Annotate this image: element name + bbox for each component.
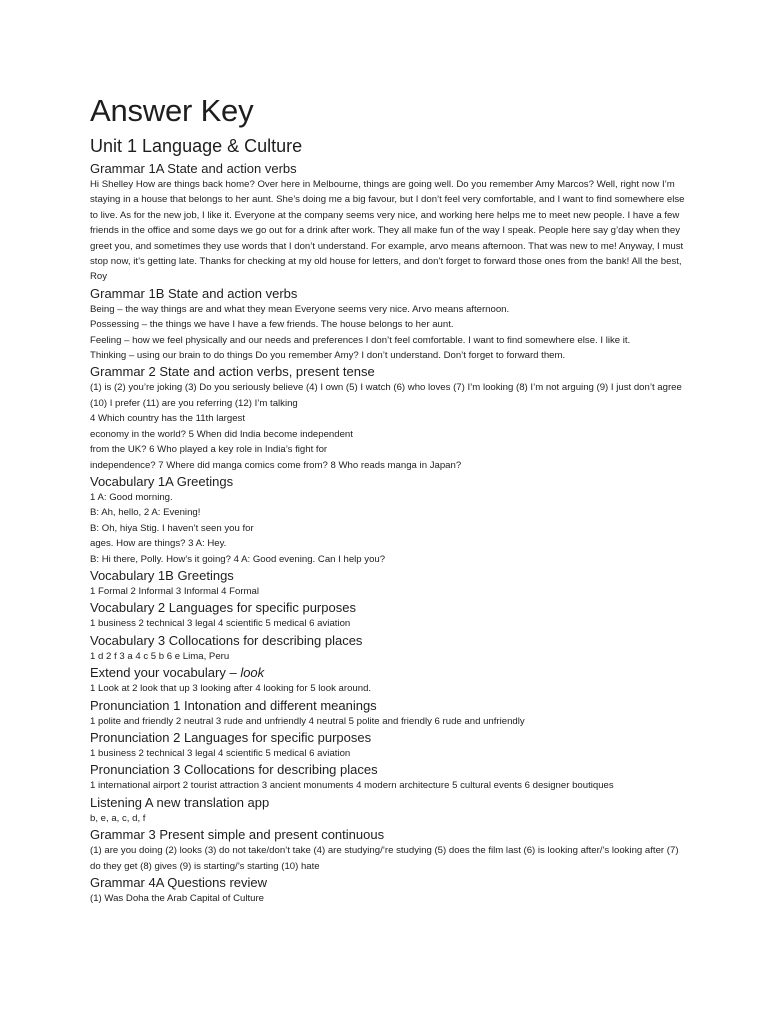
section-text: Possessing – the things we have I have a few friends. The house belongs to her aunt. [90,319,454,331]
section-heading: Pronunciation 3 Collocations for describing places [90,762,378,778]
section-heading: Grammar 2 State and action verbs, present tense [90,364,375,380]
section-text: Hi Shelley How are things back home? Over here in Melbourne, things are going well. Do you remember Amy Marcos? Well, right now I’m staying in a house that belongs to her aunt. She’s doing me a big favour, but I don’t feel very comfortable, and I want to find somewhere else to live. As for the new job, I like it. Everyone at the company seems very nice, and working here helps me to meet new people. I have a few friends in the office and some days we go out for a drink after work. They all make fun of the way I speak. People here say g’day when they greet you, and sometimes they use words that I don’t understand. For example, arvo means afternoon. That was new to me! Anyway, I must stop now, it’s getting late. Thanks for checking at my old house for letters, and don’t forget to forward those ones from the bank! All the best, Roy [90,179,685,283]
section-heading: Grammar 3 Present simple and present continuous [90,827,385,843]
section [90,664,688,696]
section [90,794,688,826]
section [90,826,688,874]
section-text: Being – the way things are and what they mean Everyone seems very nice. Arvo means afternoon. [90,303,510,315]
section-text: Feeling – how we feel physically and our needs and preferences I don’t feel comfortable. I want to find somewhere else. I like it. [90,334,631,346]
section-text: 1 Look at 2 look that up 3 looking after 4 looking for 5 look around. [90,683,372,695]
section [90,874,688,906]
section-text: 1 international airport 2 tourist attraction 3 ancient monuments 4 modern architecture 5 cultural events 6 designer boutiques [90,780,614,792]
section-heading: Grammar 1A State and action verbs [90,161,297,176]
section-text: B: Ah, hello, 2 A: Evening! [90,507,201,519]
section-text: b, e, a, c, d, f [90,812,146,824]
section [90,729,688,761]
section-text: economy in the world? 5 When did India become independent [90,428,353,440]
section-text: B: Hi there, Polly. How’s it going? 4 A: Good evening. Can I help you? [90,553,386,565]
section-text: from the UK? 6 Who played a key role in India’s fight for [90,444,328,456]
section-heading: Vocabulary 1A Greetings [90,473,234,489]
section-text: (1) is (2) you’re joking (3) Do you seriously believe (4) I own (5) I watch (6) who loves (7) I’m looking (8) I’m not arguing (9) I just don’t agree (10) I prefer (11) are you referring (12) I’m talking [90,382,682,409]
section-text: Thinking – using our brain to do things Do you remember Amy? I don’t understand. Don’t forget to forward them. [90,350,566,362]
section-text: ages. How are things? 3 A: Hey. [90,538,227,550]
section-heading: Listening A new translation app [90,794,270,810]
section [90,567,688,599]
section-heading [90,664,688,681]
section-text: 4 Which country has the 11th largest [90,413,246,425]
section-text: 1 business 2 technical 3 legal 4 scientific 5 medical 6 aviation [90,618,351,630]
section-text: independence? 7 Where did manga comics come from? 8 Who reads manga in Japan? [90,459,462,471]
section [90,599,688,631]
section-text: 1 Formal 2 Informal 3 Informal 4 Formal [90,585,260,597]
section [90,285,688,364]
section [90,632,688,664]
section-heading-emphasis: look [240,665,265,681]
section [90,473,688,567]
section [90,761,688,793]
section-heading: Pronunciation 1 Intonation and different meanings [90,697,377,713]
section [90,160,688,285]
page-title: Answer Key [90,93,254,128]
section-text: 1 business 2 technical 3 legal 4 scientific 5 medical 6 aviation [90,747,351,759]
section [90,363,688,472]
unit-title: Unit 1 Language & Culture [90,136,303,156]
section-text: 1 polite and friendly 2 neutral 3 rude and unfriendly 4 neutral 5 polite and friendly 6 rude and unfriendly [90,715,525,727]
section-heading: Vocabulary 2 Languages for specific purposes [90,600,356,616]
section-heading: Pronunciation 2 Languages for specific purposes [90,729,372,745]
section [90,697,688,729]
section-heading: Vocabulary 3 Collocations for describing places [90,632,363,648]
section-heading: Grammar 1B State and action verbs [90,285,298,301]
section-text: 1 A: Good morning. [90,491,173,503]
section-heading-text: Extend your vocabulary – [90,665,241,681]
section-text: (1) Was Doha the Arab Capital of Culture [90,893,265,904]
section-heading: Grammar 4A Questions review [90,875,268,890]
section-text: 1 d 2 f 3 a 4 c 5 b 6 e Lima, Peru [90,650,230,662]
section-heading: Vocabulary 1B Greetings [90,567,234,583]
section-text: (1) are you doing (2) looks (3) do not take/don’t take (4) are studying/’re studying (5) does the film last (6) is looking after/’s looking after (7) do they get (8) gives (9) is starting/’s starting (10) hate [90,845,679,872]
section-text: B: Oh, hiya Stig. I haven’t seen you for [90,522,254,534]
